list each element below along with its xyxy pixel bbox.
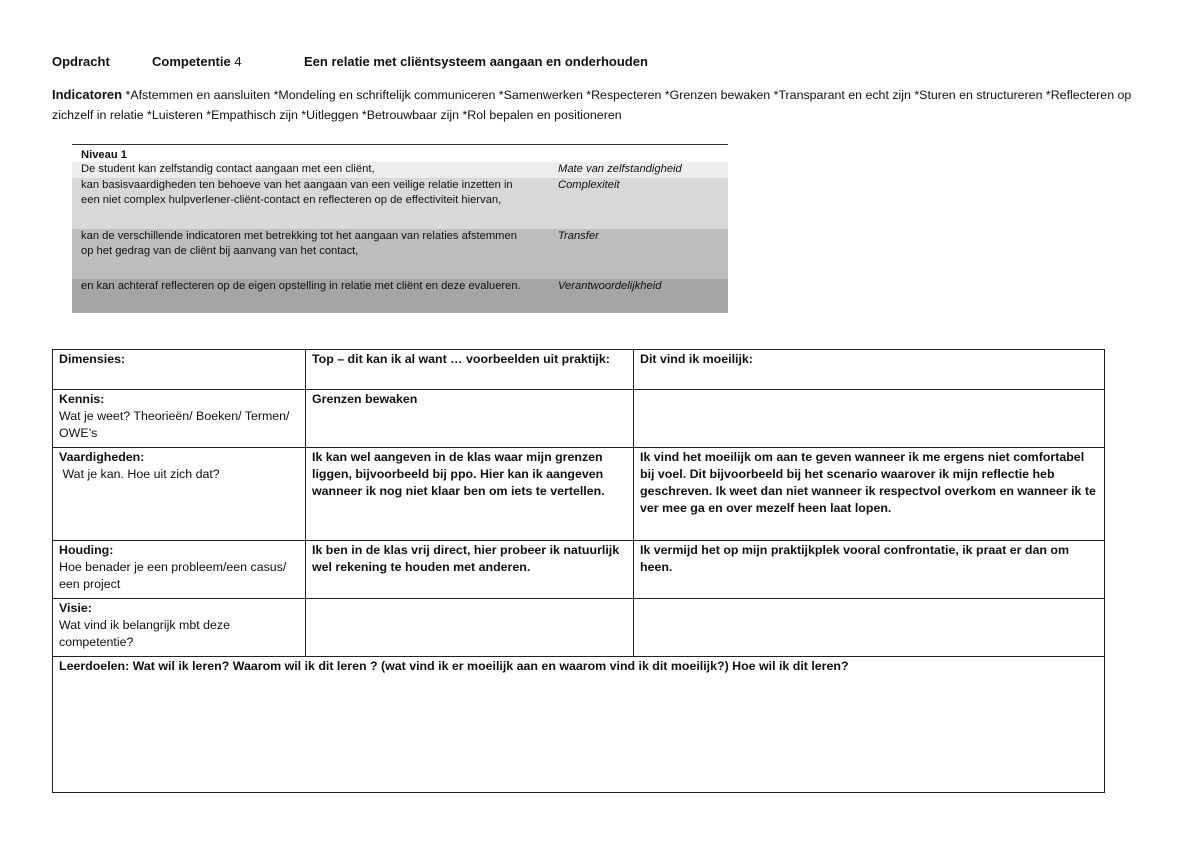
- dimension-description: Wat je weet? Theorieën/ Boeken/ Termen/ OWE’s: [59, 409, 290, 440]
- niveau-table: [72, 144, 728, 313]
- dimension-label: Vaardigheden:: [59, 450, 145, 464]
- indicators-paragraph: [52, 85, 1142, 125]
- table-row: [53, 390, 1105, 448]
- dimension-cell: [53, 448, 306, 541]
- competentie-word: Competentie: [152, 54, 231, 69]
- table-row: [53, 599, 1105, 657]
- dimension-description: Hoe benader je een probleem/een casus/ een project: [59, 560, 287, 591]
- moeilijk-cell: Ik vind het moeilijk om aan te geven wanneer ik me ergens niet comfortabel bij voel. Dit bijvoorbeeld bij het scenario waarover ik mijn reflectie heb geschreven. Ik weet dan niet wanneer ik respectvol overkom en wanneer ik te ver mee ga en over mezelf heen laat lopen.: [634, 448, 1105, 541]
- header-moeilijk: Dit vind ik moeilijk:: [634, 350, 1105, 390]
- niveau-row-label: Verantwoordelijkheid: [558, 280, 662, 292]
- niveau-row-text: en kan achteraf reflecteren op de eigen opstelling in relatie met cliënt en deze evalueren.: [81, 280, 521, 292]
- niveau-row: [72, 162, 728, 178]
- dimension-description: Wat vind ik belangrijk mbt deze competentie?: [59, 618, 231, 649]
- table-header-row: [53, 350, 1105, 390]
- niveau-row: [72, 279, 728, 313]
- dimension-label: Visie:: [59, 601, 92, 615]
- niveau-row-text: De student kan zelfstandig contact aangaan met een cliënt,: [81, 163, 375, 175]
- dimension-label: Kennis:: [59, 392, 105, 406]
- indicators-text: *Afstemmen en aansluiten *Mondeling en schriftelijk communiceren *Samenwerken *Respecteren *Grenzen bewaken *Transparant en echt zijn *Sturen en structureren *Reflecteren op zichzelf in relatie *Luisteren *Empathisch zijn *Uitleggen *Betrouwbaar zijn *Rol bepalen en positioneren: [52, 88, 1132, 122]
- moeilijk-cell: [634, 390, 1105, 448]
- table-row: [53, 448, 1105, 541]
- dimension-label: Houding:: [59, 543, 114, 557]
- competentie-label: [152, 54, 242, 69]
- top-cell: Ik kan wel aangeven in de klas waar mijn grenzen liggen, bijvoorbeeld bij ppo. Hier kan ik aangeven wanneer ik nog niet klaar ben om iets te vertellen.: [306, 448, 634, 541]
- niveau-row-label: Mate van zelfstandigheid: [558, 163, 682, 175]
- niveau-row-label: Complexiteit: [558, 179, 620, 191]
- dimension-cell: [53, 599, 306, 657]
- top-cell: Ik ben in de klas vrij direct, hier probeer ik natuurlijk wel rekening te houden met anderen.: [306, 541, 634, 599]
- top-cell: [306, 599, 634, 657]
- document-title: Een relatie met cliëntsysteem aangaan en onderhouden: [304, 54, 648, 69]
- dimension-cell: [53, 390, 306, 448]
- niveau-title: Niveau 1: [81, 149, 128, 161]
- leerdoelen-row: [53, 657, 1105, 793]
- competentie-number: 4: [234, 54, 242, 69]
- indicators-label: Indicatoren: [52, 87, 123, 102]
- top-cell: Grenzen bewaken: [306, 390, 634, 448]
- table-row: [53, 541, 1105, 599]
- moeilijk-cell: [634, 599, 1105, 657]
- opdracht-label: Opdracht: [52, 54, 110, 69]
- niveau-row: [72, 178, 728, 229]
- niveau-row-text: kan basisvaardigheden ten behoeve van het aangaan van een veilige relatie inzetten in een niet complex hulpverlener-cliënt-contact en reflecteren op de effectiviteit hiervan,: [81, 179, 513, 206]
- moeilijk-cell: Ik vermijd het op mijn praktijkplek vooral confrontatie, ik praat er dan om heen.: [634, 541, 1105, 599]
- niveau-row-text: kan de verschillende indicatoren met betrekking tot het aangaan van relaties afstemmen op het gedrag van de cliënt bij aanvang van het contact,: [81, 230, 517, 257]
- dimensies-table: [52, 349, 1105, 793]
- header-dimensies: Dimensies:: [53, 350, 306, 390]
- dimension-description: Wat je kan. Hoe uit zich dat?: [59, 467, 220, 481]
- niveau-row-label: Transfer: [558, 230, 599, 242]
- header-top: Top – dit kan ik al want … voorbeelden uit praktijk:: [306, 350, 634, 390]
- dimension-cell: [53, 541, 306, 599]
- leerdoelen-cell: Leerdoelen: Wat wil ik leren? Waarom wil ik dit leren ? (wat vind ik er moeilijk aan en waarom vind ik dit moeilijk?) Hoe wil ik dit leren?: [53, 657, 1105, 793]
- niveau-row: [72, 229, 728, 279]
